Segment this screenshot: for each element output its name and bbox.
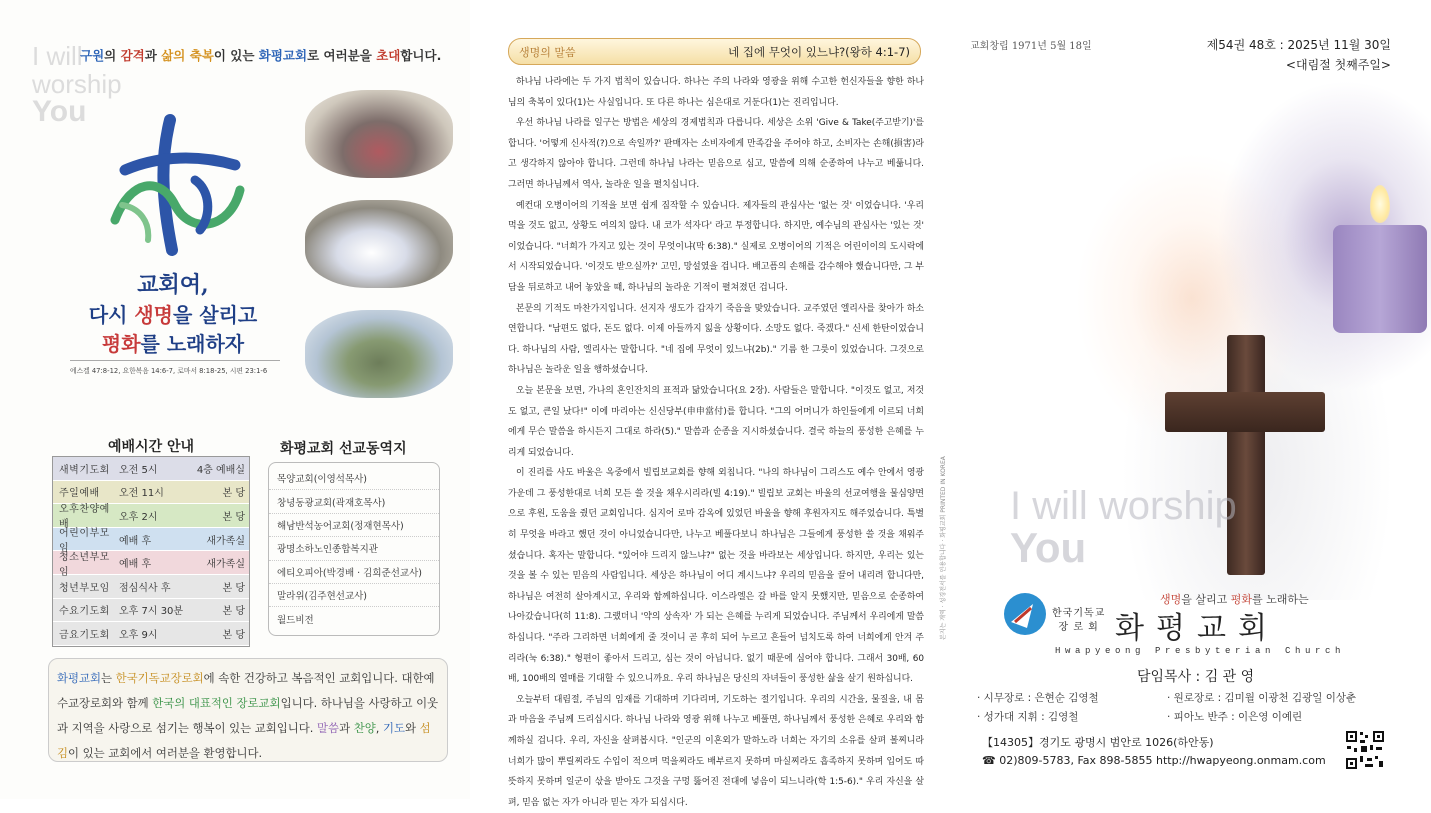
worship-name: 오후찬양예배 [59,504,110,531]
tagline-word-life: 생명 [1160,593,1182,606]
intro-word: 기도 [382,721,405,735]
worship-time: 예배 후 [119,559,152,571]
mission-partners-list [268,462,440,636]
mission-partners-title: 화평교회 선교동역지 [280,441,407,457]
worship-time: 점심식사 후 [119,582,171,594]
front-page-left [0,0,470,799]
homepage-link[interactable]: http://hwapyeong.onmam.com [1155,754,1326,767]
church-english-name: Hwapyeong Presbyterian Church [1055,646,1346,656]
intro-text: 과 [339,721,354,735]
print-note: 본지는 개역 · 성경전서를 인용합니다 · 화평교회 PRINTED IN KOREA [940,456,947,640]
sermon-paragraph: 본문의 기적도 마찬가지입니다. 선지자 생도가 갑자기 죽음을 맞았습니다. 교주였던 엘리사를 찾아가 하소연합니다. "남편도 없다, 돈도 없다. 이제 아들까지 잃을 상황이다. 소망도 없다. 죽겠다." 신세 한탄이었습니다. 하나님의 사람, 엘리사는 말합니다. "네 집에 무엇이 있느냐(2b)." 기름 한 그릇이 있었습니다. 그것으로 하나님은 놀라운 일을 행하셨습니다. [508,303,924,376]
intro-text: 에 속한 건강하고 복음적인 교회입니다. 대한예수교장로회와 함께 [57,671,435,710]
contact-info [982,734,1326,770]
intro-text: , [375,721,383,735]
intro-word: 찬양 [353,721,376,735]
worship-schedule-table [52,456,250,647]
church-address: 【14305】경기도 광명시 범안로 1026(하안동) [982,736,1214,749]
denomination-line1: 한국기독교 [1052,608,1106,619]
watermark-line3: You [32,95,87,128]
issue-info [1207,35,1391,75]
sermon-label: 생명의 말씀 [519,45,576,59]
worship-time: 오후 9시 [119,629,158,641]
welcome-heading [80,46,440,64]
welcome-text: 이 있는 [213,48,259,63]
worship-name: 어린이부모임 [59,528,110,555]
worship-time: 오전 5시 [119,464,158,476]
staff-active-elders: · 시무장로 : 은현순 김영철 [977,692,1099,704]
worship-time: 오전 11시 [119,488,164,500]
mission-partner-item: 말라위(김주현선교사) [269,584,439,607]
worship-name: 금요기도회 [59,629,110,641]
church-name: 화평교회 [1115,611,1279,646]
intro-text: 입니다. 하나님을 사랑하고 이웃과 지역을 사랑으로 섬기는 행복이 있는 교회입니다. [57,696,439,735]
intro-denomination: 한국기독교장로회 [115,671,204,685]
sermon-body [508,72,924,813]
theme-verses: 에스겔 47:8-12, 요한복음 14:6-7, 로마서 8:18-25, 시편 23:1-6 [70,360,280,375]
slogan-word-life: 생명 [134,303,173,327]
slogan-line3 [68,328,278,357]
sermon-page [470,0,955,808]
staff-emeritus-elders: · 원로장로 : 김미월 이광천 김광일 이상춘 [1167,692,1357,704]
worship-row [53,599,249,623]
watermark-line1: I will worship [1010,484,1237,528]
worship-time: 오후 2시 [119,511,158,523]
senior-pastor: 담임목사 : 김 관 영 [1137,669,1255,685]
tagline-text: 를 노래하는 [1252,593,1309,606]
church-introduction [48,658,448,762]
worship-place: 4층 예배실 [196,464,245,476]
intro-word: 섬김 [57,721,431,760]
welcome-text: 합니다. [400,48,442,63]
worship-name: 수요기도회 [59,606,110,618]
worship-time: 예배 후 [119,535,152,547]
welcome-word-invite: 초대 [376,48,401,63]
liturgical-day: <대림절 첫째주일> [1285,58,1391,72]
phone-fax: ☎ 02)809-5783, Fax 898-5855 [982,754,1153,767]
worship-time: 오후 7시 30분 [119,606,184,618]
worship-row [53,622,249,646]
worship-place: 새가족실 [206,535,245,547]
worship-name: 주일예배 [59,488,100,500]
church-logo-icon [100,110,250,260]
theme-slogan [68,268,278,357]
mission-partner-item: 목양교회(이영석목사) [269,467,439,490]
outdoor-group-photo [305,310,453,398]
slogan-text: 을 살리고 [173,303,258,327]
worship-place: 새가족실 [206,559,245,571]
tagline-word-peace: 평화 [1230,593,1253,606]
worship-name: 청소년부모임 [59,551,110,578]
founded-date: 교회창립 1971년 5월 18일 [970,41,1092,52]
denomination-line2: 장 로 회 [1058,622,1099,633]
welcome-text: 의 [104,48,121,63]
staff-pianist: · 피아노 반주 : 이은영 이예린 [1167,711,1303,723]
prok-emblem-icon [1003,592,1047,636]
slogan-line1: 교회여, [137,272,209,298]
purple-candle-icon [1333,225,1427,333]
qr-code-icon[interactable] [1345,730,1385,770]
welcome-word-blessing: 삶의 축복 [161,48,214,63]
sermon-title: 네 집에 무엇이 있느냐?(왕하 4:1-7) [728,44,910,59]
sermon-paragraph: 우선 하나님 나라를 일구는 방법은 세상의 경제법칙과 다릅니다. 세상은 소위 'Give & Take(주고받기)'를 합니다. '어떻게 신사적(?)으로 속일까?' 판매자는 소비자에게 만족감을 주어야 하고, 소비자는 손해(損害)라고 생각하지 않아야 합니다. 그런데 하나님 나라는 믿음으로 심고, 말씀에 의해 순종하여 나누고 베풂니다. 그러면 하나님께서 역사, 놀라운 일을 펼치십니다. [508,118,924,190]
worship-place: 본 당 [222,511,245,523]
intro-church-name: 화평교회 [57,671,102,685]
mission-partner-item: 월드비전 [277,615,314,627]
sermon-header [508,38,921,65]
intro-word: 말씀 [317,721,340,735]
welcome-text: 과 [144,48,162,63]
welcome-word-church: 화평교회 [258,48,308,63]
candle-flame-icon [1370,185,1390,223]
sermon-paragraph: 이 진리를 사도 바울은 옥중에서 빌립보교회를 향해 외칩니다. "나의 하나님이 그리스도 예수 안에서 영광 가운데 그 풍성한대로 너희 모든 쓸 것을 채우시리라(빌 4:19)." 빌립보 교회는 바울의 선교여행을 물심양면으로 후원, 도움을 줬던 교회입니다. 심지어 로마 감옥에 있었던 바울을 향해 후원자지도 해주었습니다. 특별히 무엇을 바라고 했던 것이 아니었습니다만, 나누고 베풀다보니 하나님은 그들에게 풍성한 쓸 것을 채워주셨습니다. 혹자는 말합니다. "있어야 드리지 않느냐?" 없는 것을 바라보는 세상입니다. 하지만, 우리는 있는 것을 볼 수 있는 믿음의 사람입니다. 세상은 하나님이 어디 계시느냐? 우리의 믿음을 끌어 내리려 합니다만, 하나님은 여전히 살아계시고, 우리와 함께하십니다. 이스라엘은 갈 바를 알지 못했지만, 믿음으로 순종하여 나아갔습니다(히 11:8). 그랬더니 '약의 상속자' 가 되는 은혜를 누리게 되었습니다. 주님께서 우리에게 말씀하십니다. "주라 그리하면 너희에게 줄 것이니 곧 후히 되어 누르고 흔들어 넘치도록 하여 너희에게 안겨 주리라(눅 6:38)." 형편이 좋아서 드리고, 심는 것이 아닙니다. 없기 때문에 심어야 합니다. 그래서 30배, 60배, 100배의 열매를 기대할 수 있으니까요. 우리 하나님은 당신의 자녀들이 풍성한 삶을 살기 원하십니다. [508,468,924,685]
sermon-paragraph: 오늘 본문을 보면, 가나의 혼인잔치의 표적과 닮았습니다(요 2장). 사람들은 말합니다. "이것도 없고, 저것도 없고, 큰일 났다!" 이에 마리아는 신신당부(申申當付)를 합니다. "그의 어머니가 하인들에게 이르되 너희에게 무슨 말씀을 하시든지 그대로 하라(5)." 말씀과 순종을 지시하셨습니다. 결국 하늘의 풍성한 은혜를 누리게 되었습니다. [508,385,924,458]
mission-partner-item: 창녕동광교회(곽재호목사) [269,490,439,513]
sermon-paragraph: 예컨대 오병이어의 기적을 보면 쉽게 짐작할 수 있습니다. 제자들의 관심사는 '없는 것' 이었습니다. '우리 먹을 것도 없고, 상황도 여의치 않다. 내 코가 석자다' 라고 투정합니다. 하지만, 예수님의 관심사는 '있는 것' 이었습니다. "너희가 가지고 있는 것이 무엇이냐(막 6:38)." 실제로 오병이어의 기적은 어린이이의 도시락에서 시작되었습니다. '이것도 받으실까?' 고민, 망설였을 겁니다. 배고픔의 손해를 감수해야 했습니다만, 그 부담을 뒤로하고 내어 놓았을 때, 하나님의 놀라운 기적이 펼쳐졌던 겁니다. [508,200,924,293]
worship-place: 본 당 [222,488,245,500]
slogan-text: 다시 [88,303,135,327]
watermark-line2: You [1010,524,1087,571]
worship-row [53,551,249,578]
sermon-paragraph: 하나님 나라에는 두 가지 법칙이 있습니다. 하나는 주의 나라와 영광을 위해 수고한 헌신자들을 향한 하나님의 축복이 있다(1)는 사실입니다. 또 다른 하나는 심은대로 거둔다(1)는 진리입니다. [508,77,924,108]
watermark-line1: I will [32,41,83,71]
congregation-photo [305,90,453,178]
welcome-text: 로 여러분을 [307,48,377,63]
mission-partner-item: 에티오피아(박경배 · 김희준선교사) [269,561,439,584]
slogan-text: 를 노래하자 [140,332,245,356]
intro-text: 이 있는 교회에서 여러분을 환영합니다. [68,746,263,760]
issue-number-date: 제54권 48호 : 2025년 11월 30일 [1206,38,1391,52]
intro-highlight: 한국의 대표적인 장로교회 [152,696,281,710]
cover-page [955,0,1431,799]
mission-partner-item: 광명소하노인종합복지관 [269,537,439,560]
worship-name: 새벽기도회 [59,464,110,476]
i-will-worship-watermark [1010,485,1237,569]
worship-row [53,457,249,481]
slogan-word-peace: 평화 [101,332,141,356]
choir-photo [305,200,453,288]
staff-choir-director: · 성가대 지휘 : 김영철 [977,711,1079,723]
worship-schedule-title: 예배시간 안내 [108,439,195,455]
worship-place: 본 당 [222,606,245,618]
welcome-word-salvation: 구원 [80,48,105,63]
sermon-paragraph: 오늘부터 대림절, 주님의 임재를 기대하며 기다리며, 기도하는 절기입니다. 우리의 시간을, 물질을, 내 몸과 마음을 주님께 드리십시다. 하나님 나라와 영광 위해 나누고 베풀면, 하나님께서 풍성한 은혜로 우리와 함께하실 겁니다. 우리, 자신을 살펴봅시다. "인군의 이혼외가 말하노라 너희는 자기의 소유를 살펴 볼찌니라 너희가 많이 뿌릴찌라도 수입이 적으며 먹을찌라도 배부르지 못하며 마실찌라도 흡족하지 못하며 입어도 따뜻하지 못하며 일군이 삯을 받아도 그것을 구멍 뚫어진 전대에 넣음이 되느니라(학 1:5-6)." 우리 자신을 살펴, 믿음 없는 자가 아니라 믿는 자가 되십시다. [508,694,924,808]
slogan-line2 [68,299,278,328]
denomination-name [1052,607,1105,635]
phone-and-web [982,752,1326,770]
intro-text: 는 [101,671,116,685]
worship-row [53,575,249,599]
intro-text: 와 [404,721,420,735]
wooden-cross-bar [1165,392,1325,432]
mission-partner-item: 해남반석농어교회(정재현목사) [269,514,439,537]
worship-name: 청년부모임 [59,582,110,594]
tagline-text: 을 살리고 [1181,593,1231,606]
welcome-word-joy: 감격 [120,48,145,63]
worship-place: 본 당 [222,629,245,641]
watermark-line2: worship [32,69,122,99]
worship-place: 본 당 [222,582,245,594]
